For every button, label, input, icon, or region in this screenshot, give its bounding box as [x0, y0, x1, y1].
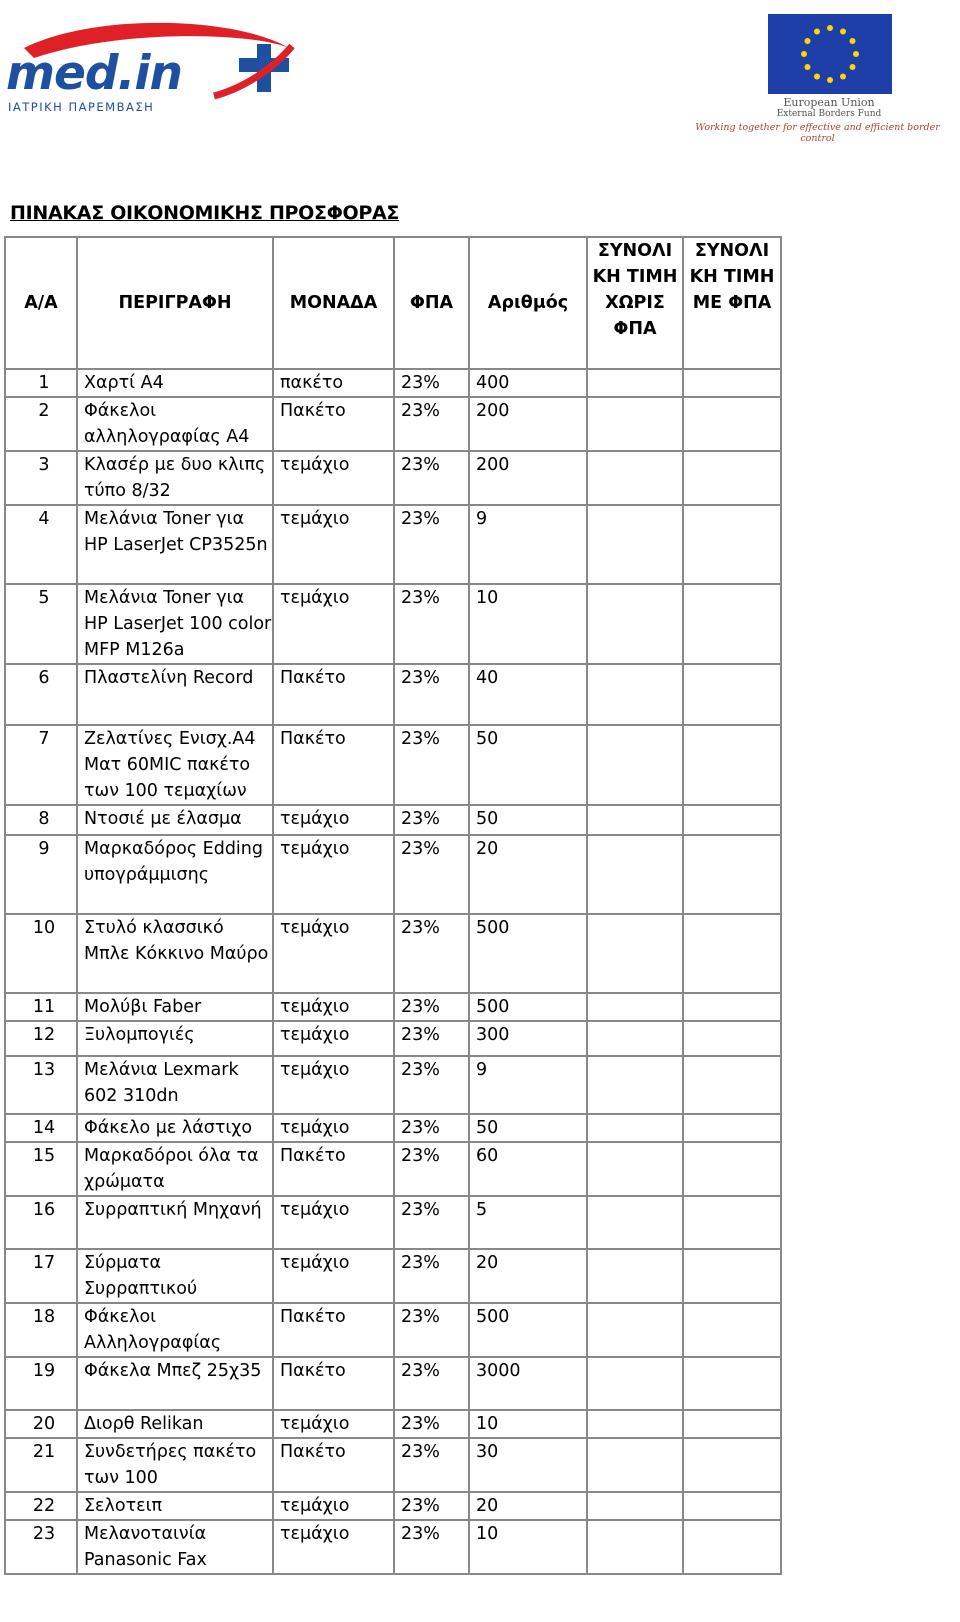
row-description: Ξυλομπογιές: [77, 1021, 273, 1056]
row-total-without-vat: [587, 914, 683, 993]
row-unit: τεμάχιο: [273, 1114, 394, 1142]
row-vat: 23%: [394, 664, 469, 725]
header-vat: ΦΠΑ: [394, 237, 469, 369]
table-row: [5, 505, 781, 584]
row-vat: 23%: [394, 1056, 469, 1114]
row-unit: τεμάχιο: [273, 1410, 394, 1438]
row-unit: τεμάχιο: [273, 1249, 394, 1303]
row-description: Μελάνια Toner για HP LaserJet 100 color MFP M126a: [77, 584, 273, 664]
table-row: [5, 1249, 781, 1303]
table-row: [5, 1021, 781, 1056]
row-total-without-vat: [587, 397, 683, 451]
row-unit: τεμάχιο: [273, 1492, 394, 1520]
row-total-with-vat: [683, 397, 781, 451]
row-total-without-vat: [587, 1492, 683, 1520]
row-unit: τεμάχιο: [273, 805, 394, 835]
row-vat: 23%: [394, 1357, 469, 1410]
row-total-without-vat: [587, 805, 683, 835]
table-row: [5, 993, 781, 1021]
row-number: 20: [5, 1410, 77, 1438]
table-row: [5, 1114, 781, 1142]
header-quantity: Αριθμός: [469, 237, 587, 369]
row-description: Στυλό κλασσικό Μπλε Κόκκινο Μαύρο: [77, 914, 273, 993]
row-total-without-vat: [587, 369, 683, 397]
row-unit: τεμάχιο: [273, 1520, 394, 1574]
row-total-with-vat: [683, 505, 781, 584]
row-vat: 23%: [394, 1249, 469, 1303]
row-total-with-vat: [683, 1357, 781, 1410]
row-vat: 23%: [394, 451, 469, 505]
table-row: [5, 397, 781, 451]
row-vat: 23%: [394, 1438, 469, 1492]
header-total-without-vat: ΣΥΝΟΛΙ ΚΗ ΤΙΜΗ ΧΩΡΙΣ ΦΠΑ: [587, 237, 683, 369]
row-total-with-vat: [683, 835, 781, 914]
eu-logo-line3: Working together for effective and efficient border control: [695, 122, 940, 144]
row-total-with-vat: [683, 1114, 781, 1142]
row-description: Σελοτειπ: [77, 1492, 273, 1520]
row-number: 3: [5, 451, 77, 505]
table-header-row: [5, 237, 781, 369]
row-vat: 23%: [394, 835, 469, 914]
row-number: 10: [5, 914, 77, 993]
row-vat: 23%: [394, 397, 469, 451]
row-description: Φάκελα Μπεζ 25χ35: [77, 1357, 273, 1410]
row-quantity: 500: [469, 1303, 587, 1357]
row-description: Κλασέρ με δυο κλιπς τύπο 8/32: [77, 451, 273, 505]
row-number: 8: [5, 805, 77, 835]
row-vat: 23%: [394, 1021, 469, 1056]
table-row: [5, 1492, 781, 1520]
header-total-with-vat: ΣΥΝΟΛΙ ΚΗ ΤΙΜΗ ΜΕ ΦΠΑ: [683, 237, 781, 369]
row-total-without-vat: [587, 1196, 683, 1249]
row-description: Ντοσιέ με έλασμα: [77, 805, 273, 835]
row-quantity: 10: [469, 1410, 587, 1438]
row-vat: 23%: [394, 1492, 469, 1520]
row-quantity: 20: [469, 1492, 587, 1520]
row-vat: 23%: [394, 1303, 469, 1357]
row-description: Μελανοταινία Panasonic Fax: [77, 1520, 273, 1574]
row-vat: 23%: [394, 805, 469, 835]
row-total-without-vat: [587, 1303, 683, 1357]
row-number: 14: [5, 1114, 77, 1142]
row-total-with-vat: [683, 805, 781, 835]
row-total-without-vat: [587, 725, 683, 805]
row-quantity: 9: [469, 505, 587, 584]
row-total-with-vat: [683, 993, 781, 1021]
row-vat: 23%: [394, 1114, 469, 1142]
row-total-with-vat: [683, 1249, 781, 1303]
row-unit: Πακέτο: [273, 397, 394, 451]
row-total-without-vat: [587, 1142, 683, 1196]
table-row: [5, 451, 781, 505]
row-total-without-vat: [587, 451, 683, 505]
table-row: [5, 914, 781, 993]
row-quantity: 9: [469, 1056, 587, 1114]
row-number: 6: [5, 664, 77, 725]
table-row: [5, 1438, 781, 1492]
row-description: Συνδετήρες πακέτο των 100: [77, 1438, 273, 1492]
row-total-with-vat: [683, 664, 781, 725]
row-description: Φάκελο με λάστιχο: [77, 1114, 273, 1142]
row-vat: 23%: [394, 725, 469, 805]
row-quantity: 10: [469, 584, 587, 664]
header-description: ΠΕΡΙΓΡΑΦΗ: [77, 237, 273, 369]
row-number: 12: [5, 1021, 77, 1056]
row-description: Μελάνια Lexmark 602 310dn: [77, 1056, 273, 1114]
row-unit: Πακέτο: [273, 1303, 394, 1357]
row-number: 9: [5, 835, 77, 914]
table-row: [5, 1196, 781, 1249]
row-quantity: 50: [469, 805, 587, 835]
row-total-with-vat: [683, 1410, 781, 1438]
row-quantity: 50: [469, 1114, 587, 1142]
eu-flag-icon: [768, 14, 892, 94]
row-total-without-vat: [587, 1021, 683, 1056]
row-unit: τεμάχιο: [273, 505, 394, 584]
row-total-with-vat: [683, 1303, 781, 1357]
row-description: Πλαστελίνη Record: [77, 664, 273, 725]
row-total-without-vat: [587, 1114, 683, 1142]
row-total-without-vat: [587, 1520, 683, 1574]
row-quantity: 50: [469, 725, 587, 805]
row-total-without-vat: [587, 1357, 683, 1410]
row-vat: 23%: [394, 1410, 469, 1438]
row-number: 5: [5, 584, 77, 664]
row-total-without-vat: [587, 993, 683, 1021]
row-quantity: 500: [469, 993, 587, 1021]
row-number: 7: [5, 725, 77, 805]
row-total-with-vat: [683, 914, 781, 993]
row-description: Μελάνια Toner για HP LaserJet CP3525n: [77, 505, 273, 584]
table-row: [5, 1520, 781, 1574]
header-unit: ΜΟΝΑΔΑ: [273, 237, 394, 369]
row-total-with-vat: [683, 1142, 781, 1196]
row-total-with-vat: [683, 1021, 781, 1056]
row-unit: Πακέτο: [273, 725, 394, 805]
row-total-with-vat: [683, 725, 781, 805]
row-total-with-vat: [683, 1438, 781, 1492]
row-description: Χαρτί Α4: [77, 369, 273, 397]
table-row: [5, 725, 781, 805]
row-quantity: 5: [469, 1196, 587, 1249]
row-quantity: 20: [469, 835, 587, 914]
row-quantity: 400: [469, 369, 587, 397]
row-description: Φάκελοι Αλληλογραφίας: [77, 1303, 273, 1357]
row-number: 15: [5, 1142, 77, 1196]
row-description: Συρραπτική Μηχανή: [77, 1196, 273, 1249]
row-total-with-vat: [683, 1492, 781, 1520]
row-unit: τεμάχιο: [273, 1056, 394, 1114]
row-number: 21: [5, 1438, 77, 1492]
row-number: 1: [5, 369, 77, 397]
table-row: [5, 1056, 781, 1114]
row-number: 18: [5, 1303, 77, 1357]
row-quantity: 500: [469, 914, 587, 993]
row-unit: τεμάχιο: [273, 584, 394, 664]
row-unit: τεμάχιο: [273, 1196, 394, 1249]
row-number: 19: [5, 1357, 77, 1410]
row-total-without-vat: [587, 835, 683, 914]
table-row: [5, 1303, 781, 1357]
table-row: [5, 805, 781, 835]
table-row: [5, 369, 781, 397]
row-description: Μαρκαδόρος Edding υπογράμμισης: [77, 835, 273, 914]
header-aa: Α/Α: [5, 237, 77, 369]
row-total-without-vat: [587, 584, 683, 664]
row-unit: πακέτο: [273, 369, 394, 397]
row-unit: τεμάχιο: [273, 451, 394, 505]
row-quantity: 40: [469, 664, 587, 725]
row-number: 23: [5, 1520, 77, 1574]
row-number: 17: [5, 1249, 77, 1303]
row-total-with-vat: [683, 584, 781, 664]
row-number: 2: [5, 397, 77, 451]
row-total-with-vat: [683, 1520, 781, 1574]
row-total-with-vat: [683, 451, 781, 505]
eu-logo-line1: European Union: [783, 96, 875, 109]
medin-logo-subtitle: ΙΑΤΡΙΚΗ ΠΑΡΕΜΒΑΣΗ: [8, 100, 155, 114]
table-row: [5, 584, 781, 664]
row-description: Μαρκαδόροι όλα τα χρώματα: [77, 1142, 273, 1196]
row-total-without-vat: [587, 505, 683, 584]
row-number: 11: [5, 993, 77, 1021]
table-row: [5, 1410, 781, 1438]
row-quantity: 200: [469, 397, 587, 451]
table-row: [5, 835, 781, 914]
row-vat: 23%: [394, 369, 469, 397]
row-vat: 23%: [394, 584, 469, 664]
row-quantity: 60: [469, 1142, 587, 1196]
row-total-without-vat: [587, 664, 683, 725]
row-total-without-vat: [587, 1056, 683, 1114]
row-vat: 23%: [394, 993, 469, 1021]
row-vat: 23%: [394, 914, 469, 993]
row-description: Σύρματα Συρραπτικού: [77, 1249, 273, 1303]
row-total-with-vat: [683, 369, 781, 397]
offer-table: [4, 236, 782, 1575]
row-description: Διορθ Relikan: [77, 1410, 273, 1438]
table-body: [5, 369, 781, 1574]
row-vat: 23%: [394, 1142, 469, 1196]
row-total-without-vat: [587, 1410, 683, 1438]
table-row: [5, 1142, 781, 1196]
page-title: ΠΙΝΑΚΑΣ ΟΙΚΟΝΟΜΙΚΗΣ ΠΡΟΣΦΟΡΑΣ: [10, 202, 400, 224]
row-quantity: 300: [469, 1021, 587, 1056]
row-unit: Πακέτο: [273, 1357, 394, 1410]
row-total-with-vat: [683, 1196, 781, 1249]
row-number: 13: [5, 1056, 77, 1114]
row-total-with-vat: [683, 1056, 781, 1114]
row-number: 16: [5, 1196, 77, 1249]
row-unit: Πακέτο: [273, 1142, 394, 1196]
eu-logo: [680, 12, 955, 144]
row-quantity: 20: [469, 1249, 587, 1303]
row-quantity: 3000: [469, 1357, 587, 1410]
row-description: Φάκελοι αλληλογραφίας Α4: [77, 397, 273, 451]
row-number: 4: [5, 505, 77, 584]
row-number: 22: [5, 1492, 77, 1520]
row-total-without-vat: [587, 1249, 683, 1303]
row-description: Μολύβι Faber: [77, 993, 273, 1021]
table-row: [5, 1357, 781, 1410]
row-unit: τεμάχιο: [273, 914, 394, 993]
row-unit: τεμάχιο: [273, 1021, 394, 1056]
row-vat: 23%: [394, 505, 469, 584]
row-quantity: 30: [469, 1438, 587, 1492]
table-row: [5, 664, 781, 725]
medin-logo-text: med.in: [6, 46, 182, 101]
eu-logo-line2: External Borders Fund: [776, 109, 882, 119]
row-quantity: 200: [469, 451, 587, 505]
row-total-without-vat: [587, 1438, 683, 1492]
row-description: Ζελατίνες Ενισχ.Α4 Ματ 60MIC πακέτο των 100 τεμαχίων: [77, 725, 273, 805]
medin-logo: [4, 18, 304, 118]
row-unit: Πακέτο: [273, 1438, 394, 1492]
row-quantity: 10: [469, 1520, 587, 1574]
row-unit: Πακέτο: [273, 664, 394, 725]
row-vat: 23%: [394, 1196, 469, 1249]
row-vat: 23%: [394, 1520, 469, 1574]
row-unit: τεμάχιο: [273, 835, 394, 914]
row-unit: τεμάχιο: [273, 993, 394, 1021]
